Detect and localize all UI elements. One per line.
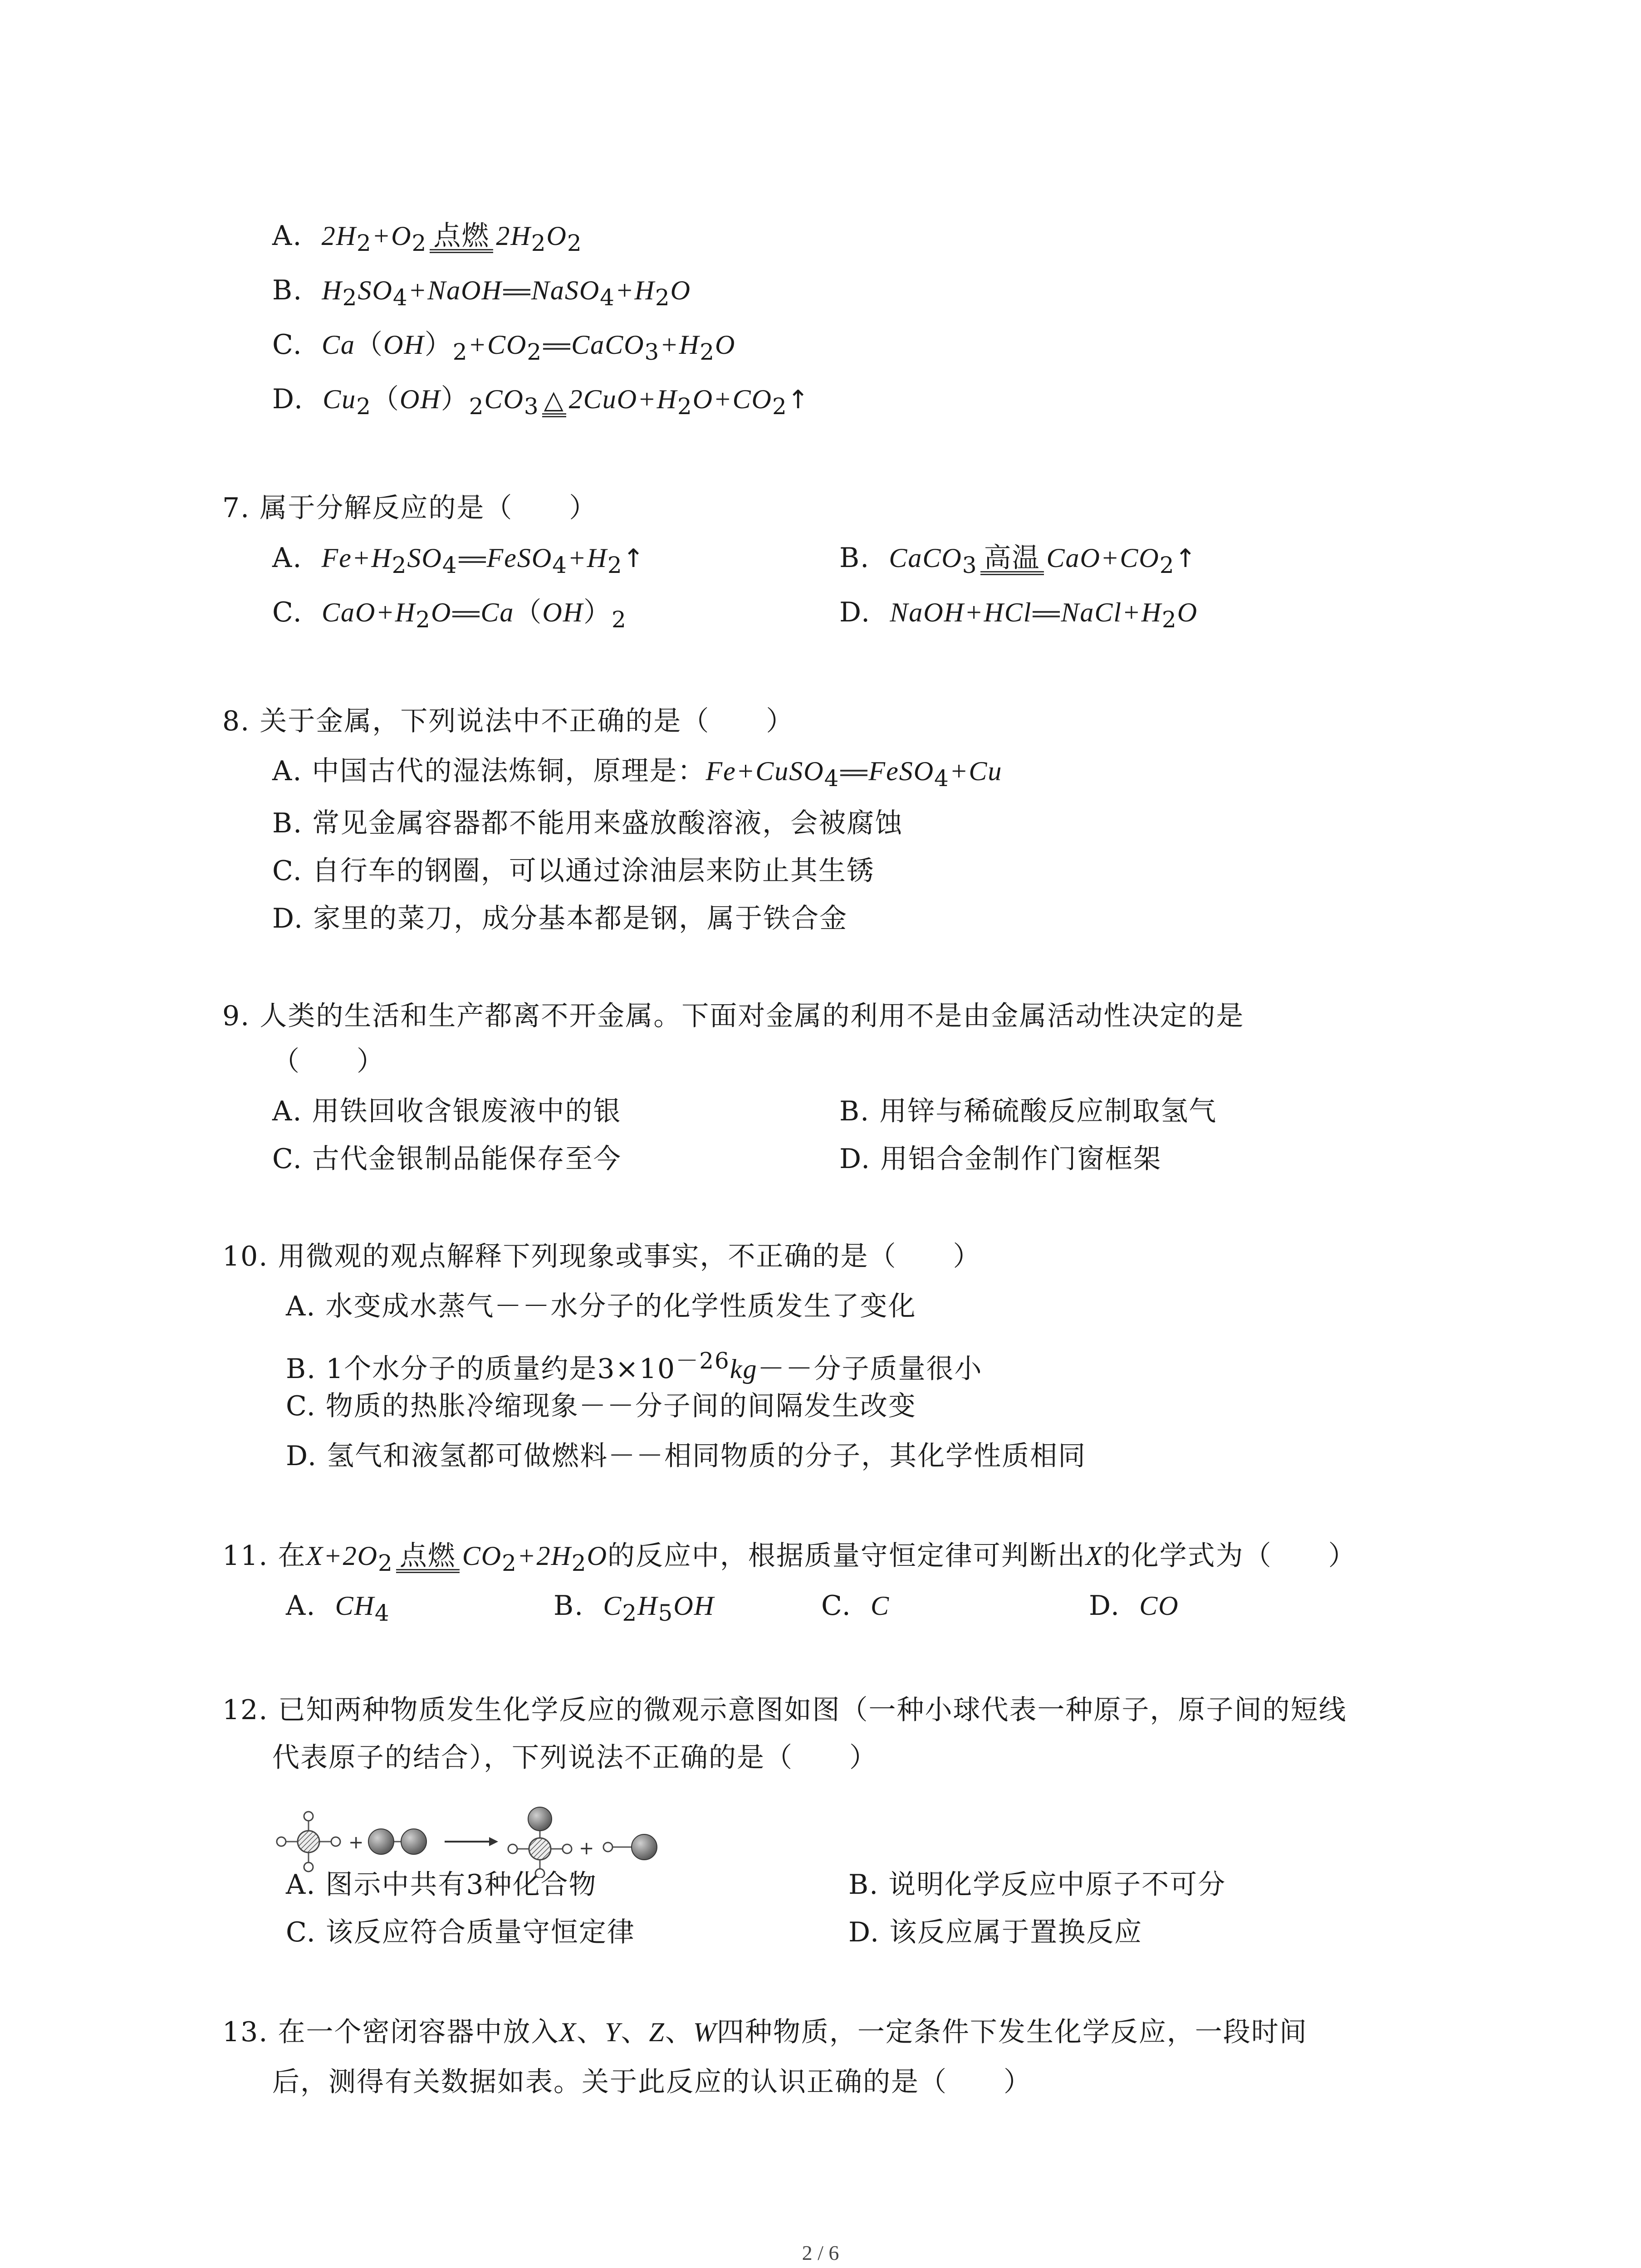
plus-icon: + (579, 1838, 594, 1859)
molecule-dark-pair (368, 1829, 426, 1854)
molecule-hatched-center (277, 1812, 340, 1872)
gas-arrow-icon: ↑ (787, 385, 810, 415)
q13-stem-line2: 后，测得有关数据如表。关于此反应的认识正确的是（ ） (272, 2066, 1032, 2098)
q10-stem: 10. 用微观的观点解释下列现象或事实，不正确的是（ ） (222, 1241, 981, 1272)
q8-option-a: A. 中国古代的湿法炼铜，原理是：Fe+CuSO$_4$ FeSO$_4$+Cu (272, 755, 1003, 792)
q11-option-c: C. C (821, 1590, 890, 1622)
q7-option-a: A. $Fe+H_2SO_4$ $FeSO_4+H_2↑$ (272, 542, 645, 578)
q9-option-d: D. 用铝合金制作门窗框架 (839, 1143, 1162, 1175)
equals-sign (459, 557, 486, 563)
reaction-condition: 高温 (980, 545, 1044, 575)
q11-stem: 11. 在$X+2O_2$ 点燃 $CO_2+2H_2O$的反应中，根据质量守恒定律可判断出X的化学式为（ ） (222, 1540, 1357, 1576)
q7-stem: 7. 属于分解反应的是（ ） (222, 492, 598, 524)
q6-option-d: D. $Cu_2(OH)_2CO_3$ △ $2CuO+H_2O+CO_2↑$ (272, 383, 810, 420)
q7-option-d: D. NaOH+HCl $NaCl+H_2O$ (839, 596, 1198, 633)
reaction-condition: 点燃 (396, 1543, 460, 1573)
q11-option-b: B. $C_2H_5OH$ (554, 1590, 715, 1626)
q7-option-b: B. CaCO$_3$ 高温 $CaO+CO_2↑$ (839, 542, 1197, 578)
gas-arrow-icon: ↑ (622, 544, 645, 573)
q10-option-d: D. 氢气和液氢都可做燃料－－相同物质的分子，其化学性质相同 (286, 1440, 1087, 1472)
equals-sign (503, 289, 530, 295)
q10-option-a: A. 水变成水蒸气－－水分子的化学性质发生了变化 (286, 1290, 916, 1322)
q11-option-d: D. CO (1089, 1590, 1179, 1622)
equals-sign (840, 770, 867, 776)
reaction-arrow-icon (445, 1837, 498, 1846)
equals-sign (543, 343, 570, 350)
q13-stem-line1: 13. 在一个密闭容器中放入X、Y、Z、W四种物质，一定条件下发生化学反应，一段时间 (222, 2016, 1308, 2048)
page-number: 2 / 6 (802, 2241, 839, 2264)
q12-option-b: B. 说明化学反应中原子不可分 (848, 1869, 1226, 1901)
q12-stem-line2: 代表原子的结合），下列说法不正确的是（ ） (272, 1742, 877, 1774)
q9-stem-line2: （ ） (272, 1046, 385, 1077)
q9-option-a: A. 用铁回收含银废液中的银 (272, 1095, 622, 1127)
q12-stem-line1: 12. 已知两种物质发生化学反应的微观示意图如图（一种小球代表一种原子，原子间的短线 (222, 1694, 1347, 1726)
q6-option-a: A. $2H_2+O_2$ 点燃 $2H_2O_2$ (272, 220, 583, 256)
q10-option-c: C. 物质的热胀冷缩现象－－分子间的间隔发生改变 (286, 1390, 916, 1422)
q9-option-b: B. 用锌与稀硫酸反应制取氢气 (839, 1095, 1217, 1127)
heat-condition: △ (542, 387, 566, 417)
q8-stem: 8. 关于金属，下列说法中不正确的是（ ） (222, 705, 794, 737)
q8-option-d: D. 家里的菜刀，成分基本都是钢，属于铁合金 (272, 903, 848, 934)
q9-option-c: C. 古代金银制品能保存至今 (272, 1143, 622, 1175)
q12-option-c: C. 该反应符合质量守恒定律 (286, 1916, 635, 1948)
q12-option-d: D. 该反应属于置换反应 (848, 1916, 1143, 1948)
q6-option-b: B. $H_2SO_4+NaOH$ $NaSO_4+H_2O$ (272, 274, 691, 311)
reaction-condition: 点燃 (430, 223, 493, 253)
q10-option-b: B. 1个水分子的质量约是$3\times 10^{-26}kg--$分子质量很小 (286, 1348, 983, 1385)
q11-option-a: A. $CH_4$ (286, 1590, 390, 1626)
q8-option-c: C. 自行车的钢圈，可以通过涂油层来防止其生锈 (272, 855, 875, 887)
q6-option-c: C. $Ca(OH)_2+CO_2$ $CaCO_3+H_2O$ (272, 329, 736, 365)
q7-option-c: C. $CaO+H_2O$ $Ca(OH)_2$ (272, 596, 627, 633)
q9-stem-line1: 9. 人类的生活和生产都离不开金属。下面对金属的利用不是由金属活动性决定的是 (222, 1000, 1244, 1032)
molecule-small-dark (603, 1834, 657, 1860)
gas-arrow-icon: ↑ (1175, 544, 1197, 573)
q12-option-a: A. 图示中共有3种化合物 (286, 1869, 597, 1901)
q8-option-b: B. 常见金属容器都不能用来盛放酸溶液，会被腐蚀 (272, 807, 903, 839)
equals-sign (452, 611, 480, 617)
plus-icon: + (348, 1832, 364, 1853)
equals-sign (1033, 611, 1060, 617)
